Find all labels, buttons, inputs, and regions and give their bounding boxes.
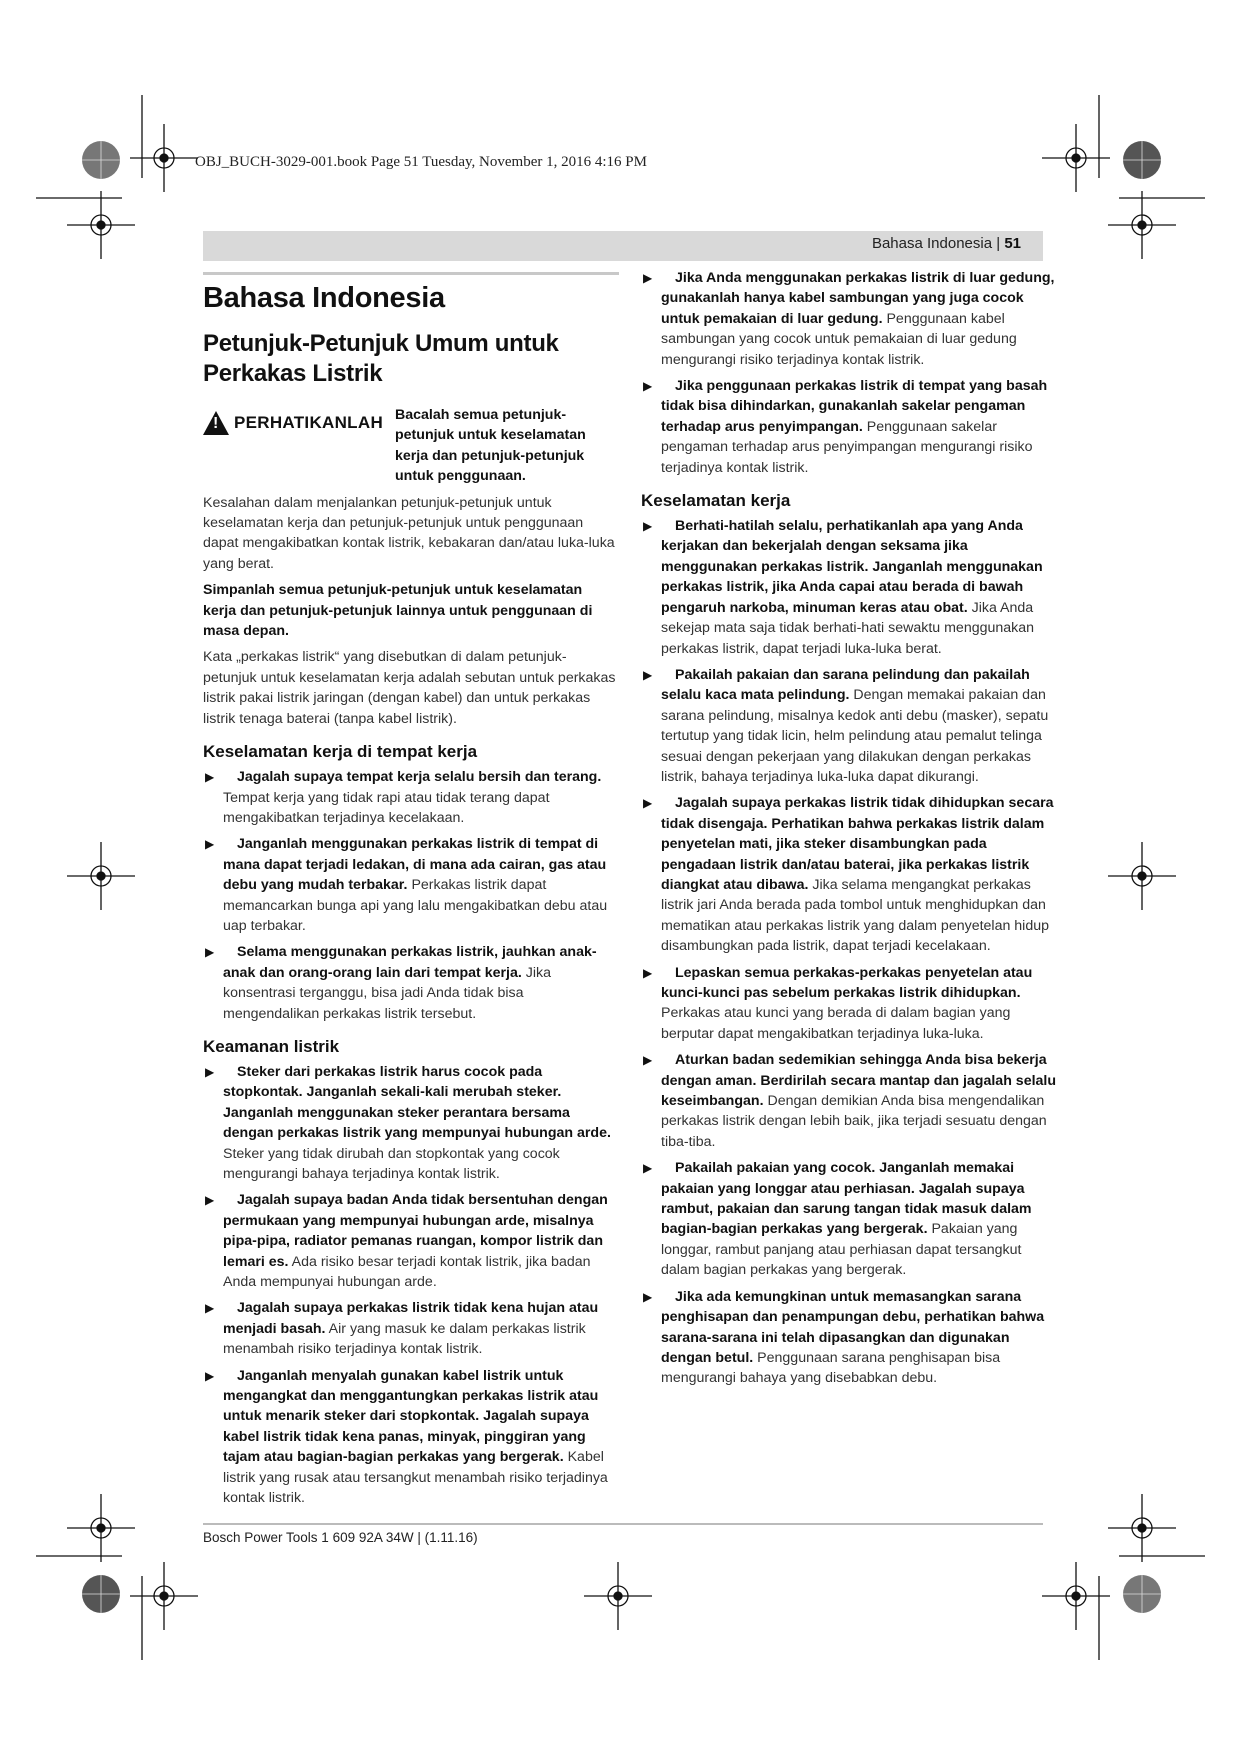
page-title: Bahasa Indonesia bbox=[203, 282, 445, 314]
triangle-bullet-icon: ▶ bbox=[205, 1193, 215, 1208]
warning-bold-text: Bacalah semua petunjuk-petunjuk untuk keselamatan kerja dan petunjuk-petunjuk untuk penggunaan. bbox=[395, 407, 586, 485]
section-list bbox=[203, 1062, 619, 1509]
definition: Kata „perkakas listrik“ yang disebutkan di dalam petunjuk-petunjuk untuk keselamatan kerja adalah sebutan untuk perkakas listrik pakai listrik jaringan (dengan kabel) dan untuk perkakas listrik tenaga baterai (tanpa kabel listrik). bbox=[203, 649, 616, 727]
footer: Bosch Power Tools 1 609 92A 34W | (1.11.16) bbox=[203, 1530, 478, 1545]
list-item: ▶ Jagalah supaya tempat kerja selalu bersih dan terang. Tempat kerja yang tidak rapi atau tidak terang dapat mengakibatkan terjadinya kecelakaan. bbox=[205, 769, 602, 826]
triangle-bullet-icon: ▶ bbox=[205, 945, 215, 960]
list-item: ▶ Selama menggunakan perkakas listrik, jauhkan anak-anak dan orang-orang lain dari tempat kerja. Jika konsentrasi terganggu, bisa jadi Anda tidak bisa mengendalikan perkakas listrik tersebut. bbox=[205, 944, 597, 1022]
section-list bbox=[641, 516, 1057, 1389]
warning-label: PERHATIKANLAH bbox=[234, 412, 384, 432]
triangle-bullet-icon: ▶ bbox=[205, 837, 215, 852]
triangle-bullet-icon: ▶ bbox=[643, 1053, 653, 1068]
section-heading: Keselamatan kerja di tempat kerja bbox=[203, 742, 478, 762]
list-item: ▶ Janganlah menyalah gunakan kabel listrik untuk mengangkat dan menggantungkan perkakas listrik atau untuk menarik steker dari stopkontak. Jagalah supaya kabel listrik tidak kena panas, minyak, pinggiran yang tajam atau bagian-bagian perkakas yang bergerak. Kabel listrik yang rusak atau tersangkut menambah risiko terjadinya kontak listrik. bbox=[205, 1367, 608, 1507]
triangle-bullet-icon: ▶ bbox=[643, 965, 653, 980]
running-head-separator: | bbox=[996, 235, 1001, 252]
warning-block bbox=[203, 405, 619, 487]
section-list-continued bbox=[641, 268, 1057, 478]
section-list bbox=[203, 767, 619, 1024]
triangle-bullet-icon: ▶ bbox=[643, 379, 653, 394]
list-item: ▶ Pakailah pakaian dan sarana pelindung dan pakailah selalu kaca mata pelindung. Dengan memakai pakaian dan sarana pelindung, misalnya kedok anti debu (masker), sepatu tertutup yang tidak licin, helm pelindung atau pemalut telinga sesuai dengan pekerjaan yang dilakukan dengan perkakas listrik, bahaya terjadinya luka-luka dapat dikurangi. bbox=[643, 666, 1049, 785]
page-number: 51 bbox=[1004, 235, 1021, 252]
subtitle: Petunjuk-Petunjuk Umum untuk Perkakas Listrik bbox=[203, 330, 559, 387]
triangle-bullet-icon: ▶ bbox=[643, 1161, 653, 1176]
triangle-bullet-icon: ▶ bbox=[205, 1301, 215, 1316]
warning-text: Kesalahan dalam menjalankan petunjuk-petunjuk untuk keselamatan kerja dan petunjuk-petunjuk untuk penggunaan dapat mengakibatkan kontak listrik, kebakaran dan/atau luka-luka yang berat. bbox=[203, 494, 615, 572]
running-head bbox=[872, 235, 1021, 252]
triangle-bullet-icon: ▶ bbox=[643, 271, 653, 285]
warning-badge bbox=[203, 411, 383, 435]
triangle-bullet-icon: ▶ bbox=[205, 1368, 215, 1383]
title-rule bbox=[203, 272, 619, 275]
list-item: ▶ Aturkan badan sedemikian sehingga Anda bisa bekerja dengan aman. Berdirilah secara mantap dan jagalah selalu keseimbangan. Dengan demikian Anda bisa mengendalikan perkakas listrik dengan lebih baik, jika terjadi sesuatu dengan tiba-tiba. bbox=[643, 1052, 1057, 1150]
list-item: ▶ Steker dari perkakas listrik harus cocok pada stopkontak. Janganlah sekali-kali merubah steker. Janganlah menggunakan steker perantara bersama dengan perkakas listrik yang mempunyai hubungan arde. Steker yang tidak dirubah dan stopkontak yang cocok mengurangi bahaya terjadinya kontak listrik. bbox=[205, 1063, 611, 1182]
section-heading: Keamanan listrik bbox=[203, 1036, 340, 1056]
running-head-label: Bahasa Indonesia bbox=[871, 235, 993, 252]
list-item: ▶ Jika ada kemungkinan untuk memasangkan sarana penghisapan dan penampungan debu, perhatikan bahwa sarana-sarana ini telah dipasangkan dan digunakan dengan betul. Penggunaan sarana penghisapan bisa mengurangi bahaya yang disebabkan debu. bbox=[643, 1288, 1045, 1387]
list-item: ▶ Jika Anda menggunakan perkakas listrik di luar gedung, gunakanlah hanya kabel sambungan yang juga cocok untuk pemakaian di luar gedung. Penggunaan kabel sambungan yang cocok untuk pemakaian di luar gedung mengurangi risiko terjadinya kontak listrik. bbox=[643, 270, 1055, 368]
list-item: ▶ Jagalah supaya badan Anda tidak bersentuhan dengan permukaan yang mempunyai hubungan arde, misalnya pipa-pipa, radiator pemanas ruangan, kompor listrik dan lemari es. Ada risiko besar terjadi kontak listrik, jika badan Anda mempunyai hubungan arde. bbox=[205, 1192, 608, 1291]
triangle-bullet-icon: ▶ bbox=[643, 667, 653, 682]
triangle-bullet-icon: ▶ bbox=[205, 770, 215, 785]
list-item: ▶ Berhati-hatilah selalu, perhatikanlah apa yang Anda kerjakan dan bekerjalah dengan seksama jika menggunakan perkakas listrik. Janganlah menggunakan perkakas listrik, jika Anda capai atau berada di bawah pengaruh narkoba, minuman keras atau obat. Jika Anda sekejap mata saja tidak berhati-hati sewaktu menggunakan perkakas listrik, dapat terjadi luka-luka berat. bbox=[643, 518, 1043, 657]
left-column bbox=[203, 272, 619, 1515]
triangle-bullet-icon: ▶ bbox=[643, 519, 653, 534]
list-item: ▶ Jika penggunaan perkakas listrik di tempat yang basah tidak bisa dihindarkan, gunakanlah sakelar pengaman terhadap arus penyimpangan. Penggunaan sakelar pengaman terhadap arus penyimpangan mengurangi risiko terjadinya kontak listrik. bbox=[643, 378, 1048, 476]
triangle-bullet-icon: ▶ bbox=[643, 1289, 653, 1304]
list-item: ▶ Pakailah pakaian yang cocok. Janganlah memakai pakaian yang longgar atau perhiasan. Jagalah supaya rambut, pakaian dan sarung tangan tidak masuk dalam bagian-bagian perkakas yang bergerak. Pakaian yang longgar, rambut panjang atau perhiasan dapat tersangkut dalam bagian perkakas yang bergerak. bbox=[643, 1160, 1032, 1279]
keep-instructions: Simpanlah semua petunjuk-petunjuk untuk keselamatan kerja dan petunjuk-petunjuk lainnya untuk penggunaan di masa depan. bbox=[203, 582, 593, 640]
list-item: ▶ Lepaskan semua perkakas-perkakas penyetelan atau kunci-kunci pas sebelum perkakas listrik dihidupkan. Perkakas atau kunci yang berada di dalam bagian yang berputar dapat mengakibatkan terjadinya luka-luka. bbox=[643, 964, 1033, 1042]
print-info: OBJ_BUCH-3029-001.book Page 51 Tuesday, November 1, 2016 4:16 PM bbox=[195, 154, 647, 170]
right-column bbox=[641, 268, 1057, 1395]
warning-triangle-icon: ! bbox=[203, 411, 229, 435]
list-item: ▶ Janganlah menggunakan perkakas listrik di tempat di mana dapat terjadi ledakan, di mana ada cairan, gas atau debu yang mudah terbakar. Perkakas listrik dapat memancarkan bunga api yang lalu mengakibatkan debu atau uap terbakar. bbox=[205, 836, 608, 934]
section-heading: Keselamatan kerja bbox=[641, 491, 791, 511]
footer-rule bbox=[203, 1523, 1043, 1525]
triangle-bullet-icon: ▶ bbox=[643, 796, 653, 811]
list-item: ▶ Jagalah supaya perkakas listrik tidak dihidupkan secara tidak disengaja. Perhatikan bahwa perkakas listrik dalam penyetelan mati, jika steker disambungkan pada pengadaan listrik dan/atau baterai, jika perkakas listrik diangkat atau dibawa. Jika selama mengangkat perkakas listrik jari Anda berada pada tombol untuk menghidupkan dan mematikan atau perkakas listrik yang dalam penyetelan hidup disambungkan pada listrik, dapat terjadi kecelakaan. bbox=[643, 795, 1054, 955]
triangle-bullet-icon: ▶ bbox=[205, 1064, 215, 1079]
list-item: ▶ Jagalah supaya perkakas listrik tidak kena hujan atau menjadi basah. Air yang masuk ke dalam perkakas listrik menambah risiko terjadinya kontak listrik. bbox=[205, 1300, 599, 1358]
